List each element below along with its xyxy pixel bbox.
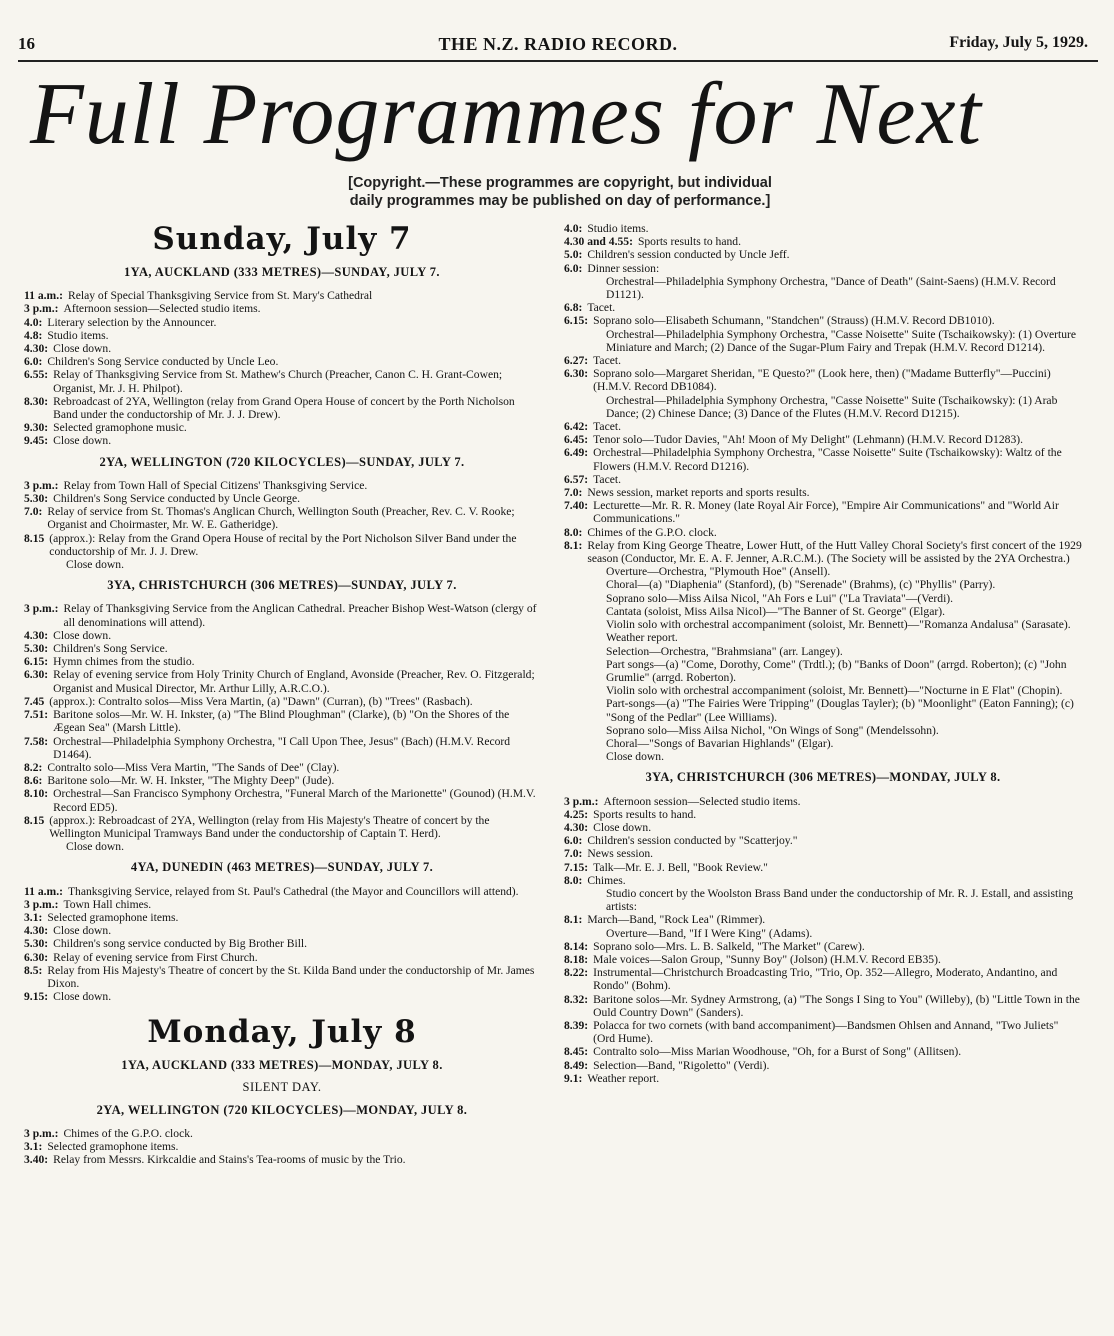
programme-entry bbox=[564, 795, 1082, 808]
programme-list bbox=[24, 479, 540, 558]
programme-entry bbox=[564, 913, 1082, 926]
programme-time: 8.10: bbox=[24, 787, 49, 801]
programme-entry bbox=[24, 937, 540, 950]
programme-description: Relay from Messrs. Kirkcaldie and Stains's Tea-rooms of music by the Trio. bbox=[53, 1153, 406, 1167]
header-rule bbox=[18, 60, 1098, 62]
programme-description: Male voices—Salon Group, "Sunny Boy" (Jolson) (H.M.V. Record EB35). bbox=[593, 952, 941, 966]
programme-subitem: Violin solo with orchestral accompaniment (soloist, Mr. Bennett)—"Romanza Andalusa" (Sarasate). bbox=[606, 618, 1071, 632]
programme-entry bbox=[564, 235, 1082, 248]
programme-description: Soprano solo—Elisabeth Schumann, "Standchen" (Strauss) (H.M.V. Record DB1010). bbox=[593, 314, 995, 328]
subitem-list bbox=[564, 565, 1082, 763]
programme-time: 8.5: bbox=[24, 963, 43, 977]
programme-entry bbox=[564, 420, 1082, 433]
programme-time: 6.49: bbox=[564, 446, 589, 460]
programme-entry bbox=[564, 301, 1082, 314]
programme-entry bbox=[564, 354, 1082, 367]
programme-entry bbox=[564, 262, 1082, 275]
copyright-notice bbox=[280, 174, 840, 210]
programme-time: 5.30: bbox=[24, 492, 49, 506]
programme-list bbox=[564, 940, 1082, 1085]
programme-subitem: Part-songs—(a) "The Fairies Were Tripping" (Douglas Tayler); (b) "Moonlight" (Eaton Fanning); (c) "Song of the Pedlar" (Lee Williams). bbox=[606, 697, 1074, 724]
programme-time: 8.1: bbox=[564, 913, 583, 927]
programme-time: 6.15: bbox=[564, 314, 589, 328]
programme-subitem: Studio concert by the Woolston Brass Band under the conductorship of Mr. R. J. Estall, and assisting artists: bbox=[606, 886, 1074, 914]
programme-description: Instrumental—Christchurch Broadcasting Trio, "Trio, Op. 352—Allegro, Moderato, Andantino, and Rondo" (Bohm). bbox=[593, 966, 1058, 993]
programme-subitem: Choral—(a) "Diaphenia" (Stanford), (b) "Serenade" (Brahms), (c) "Phyllis" (Parry). bbox=[606, 578, 996, 592]
station-title: 2YA, WELLINGTON (720 KILOCYCLES)—MONDAY, JULY 8. bbox=[96, 1102, 468, 1117]
programme-description: Relay of Thanksgiving Service from the Anglican Cathedral. Preacher Bishop West-Watson (clergy of all denominations will attend). bbox=[63, 602, 537, 629]
programme-description: Orchestral—Philadelphia Symphony Orchestra, "Casse Noisette" Suite (Tschaikowsky): Waltz of the Flowers (H.M.V. Record D1216). bbox=[593, 446, 1062, 473]
programme-time: 8.2: bbox=[24, 760, 43, 774]
programme-description: Hymn chimes from the studio. bbox=[53, 655, 195, 669]
programme-list bbox=[564, 354, 1082, 394]
programme-description: Children's session conducted by "Scatterjoy." bbox=[587, 834, 798, 848]
programme-time: 3.40: bbox=[24, 1153, 49, 1167]
programme-description: Relay of Thanksgiving Service from St. Mathew's Church (Preacher, Canon C. H. Grant-Cowen; Organist, Mr. J. H. Philpot). bbox=[53, 368, 503, 395]
programme-entry bbox=[24, 655, 540, 668]
programme-time: 6.57: bbox=[564, 472, 589, 486]
programme-time: 6.15: bbox=[24, 655, 49, 669]
programme-list bbox=[564, 913, 1082, 926]
programme-subitem: Overture—Orchestra, "Plymouth Hoe" (Ansell). bbox=[606, 565, 831, 579]
programme-entry bbox=[24, 990, 540, 1003]
programme-entry bbox=[24, 708, 540, 734]
programme-time: 6.0: bbox=[564, 834, 583, 848]
programme-entry bbox=[24, 787, 540, 813]
programme-entry bbox=[24, 316, 540, 329]
programme-description: Thanksgiving Service, relayed from St. Paul's Cathedral (the Mayor and Councillors will attend). bbox=[67, 884, 519, 898]
programme-entry bbox=[24, 302, 540, 315]
programme-description: Relay from King George Theatre, Lower Hutt, of the Hutt Valley Choral Society's first concert of the 1929 season (Conductor, Mr. E. A. F. Jenner, A.R.C.M.). (The Society will be assisted by the 2YA Orchestra.) bbox=[587, 538, 1082, 566]
publication-title: THE N.Z. RADIO RECORD. bbox=[438, 34, 678, 54]
programme-time: 7.15: bbox=[564, 860, 589, 874]
programme-description: News session. bbox=[587, 847, 654, 861]
programme-entry bbox=[24, 532, 540, 558]
programme-subitem: Weather report. bbox=[606, 631, 678, 645]
programme-description: Literary selection by the Announcer. bbox=[47, 315, 217, 329]
programme-description: Children's session conducted by Uncle Jeff. bbox=[587, 248, 790, 262]
programme-time: 7.58: bbox=[24, 734, 49, 748]
programme-description: Rebroadcast of 2YA, Wellington (relay from Grand Opera House of concert by the Porth Nicholson Band under the conductorship of Mr. J. J. Drew). bbox=[53, 394, 515, 422]
programme-time: 3.1: bbox=[24, 910, 43, 924]
programme-time: 4.30: bbox=[24, 628, 49, 642]
programme-description: Orchestral—San Francisco Symphony Orchestra, "Funeral March of the Marionette" (Gounod) (H.M.V. Record ED5). bbox=[53, 787, 536, 814]
programme-entry bbox=[564, 1019, 1082, 1045]
programme-time: 5.30: bbox=[24, 937, 49, 951]
programme-entry bbox=[24, 355, 540, 368]
programme-entry bbox=[24, 1127, 540, 1140]
programme-time: 8.39: bbox=[564, 1018, 589, 1032]
station-title: 3YA, CHRISTCHURCH (306 METRES)—SUNDAY, JULY 7. bbox=[107, 578, 457, 593]
station-title: 2YA, WELLINGTON (720 KILOCYCLES)—SUNDAY, JULY 7. bbox=[99, 454, 465, 469]
programme-description: (approx.): Relay from the Grand Opera House of recital by the Port Nicholson Silver Band under the conductorship of Mr. J. J. Drew. bbox=[49, 531, 517, 558]
programme-time: 11 a.m.: bbox=[24, 884, 63, 898]
programme-entry bbox=[564, 486, 1082, 499]
programme-time: 8.18: bbox=[564, 952, 589, 966]
programme-time: 4.30: bbox=[24, 342, 49, 356]
programme-entry bbox=[564, 446, 1082, 472]
programme-description: Children's Song Service conducted by Uncle George. bbox=[53, 492, 301, 506]
programme-time: 8.15 bbox=[24, 531, 45, 545]
programme-description: March—Band, "Rock Lea" (Rimmer). bbox=[587, 913, 766, 927]
programme-entry bbox=[564, 248, 1082, 261]
programme-entry bbox=[564, 1045, 1082, 1058]
programme-entry bbox=[24, 602, 540, 628]
programme-subitem: Orchestral—Philadelphia Symphony Orchestra, "Casse Noisette" Suite (Tschaikowsky): (1) Overture Miniature and March; (2) Dance of the Sugar-Plum Fairy and Trepak (H.M.V. Record D1214). bbox=[606, 327, 1077, 354]
programme-description: Baritone solos—Mr. W. H. Inkster, (a) "The Blind Ploughman" (Clarke), (b) "On the Shores of the Ægean Sea" (Marsh Little). bbox=[53, 708, 510, 735]
sunday-heading: Sunday, July 7 bbox=[152, 221, 412, 257]
programme-time: 3 p.m.: bbox=[564, 794, 599, 808]
silent-day-note: SILENT DAY. bbox=[242, 1079, 322, 1094]
programme-entry bbox=[24, 668, 540, 694]
programme-description: Afternoon session—Selected studio items. bbox=[603, 794, 801, 808]
programme-time: 9.45: bbox=[24, 434, 49, 448]
programme-entry bbox=[24, 395, 540, 421]
programme-subitem: Soprano solo—Miss Ailsa Nichol, "On Wings of Song" (Mendelssohn). bbox=[606, 723, 939, 737]
programme-description: Contralto solo—Miss Vera Martin, "The Sands of Dee" (Clay). bbox=[47, 760, 340, 774]
programme-description: Weather report. bbox=[587, 1071, 660, 1085]
programme-entry bbox=[24, 368, 540, 394]
programme-entry bbox=[24, 342, 540, 355]
programme-time: 8.22: bbox=[564, 966, 589, 980]
right-column bbox=[564, 222, 1082, 1085]
programme-time: 7.45 bbox=[24, 694, 45, 708]
programme-list bbox=[24, 602, 540, 840]
programme-description: Studio items. bbox=[47, 328, 109, 342]
programme-time: 3 p.m.: bbox=[24, 478, 59, 492]
programme-description: Selected gramophone items. bbox=[47, 1140, 179, 1154]
programme-description: Children's song service conducted by Big Brother Bill. bbox=[53, 937, 308, 951]
programme-time: 8.49: bbox=[564, 1058, 589, 1072]
programme-description: Tacet. bbox=[593, 472, 621, 486]
copyright-line-1: [Copyright.—These programmes are copyright, but individual bbox=[348, 175, 772, 191]
programme-description: (approx.): Contralto solos—Miss Vera Martin, (a) "Dawn" (Curran), (b) "Trees" (Rasbach). bbox=[49, 694, 473, 708]
programme-time: 4.0: bbox=[24, 315, 43, 329]
programme-description: Relay from His Majesty's Theatre of concert by the St. Kilda Band under the conductorship of Mr. James Dixon. bbox=[47, 963, 535, 990]
programme-entry bbox=[24, 434, 540, 447]
programme-entry bbox=[24, 735, 540, 761]
programme-description: Afternoon session—Selected studio items. bbox=[63, 302, 261, 316]
programme-time: 7.51: bbox=[24, 708, 49, 722]
programme-time: 6.30: bbox=[24, 950, 49, 964]
programme-entry bbox=[564, 539, 1082, 565]
station-title: 3YA, CHRISTCHURCH (306 METRES)—MONDAY, JULY 8. bbox=[645, 770, 1001, 785]
programme-description: Relay of evening service from Holy Trinity Church of England, Avonside (Preacher, Rev. O. Fitzgerald; Organist and Musical Director, Mr. Arthur Lilly, A.R.C.O.). bbox=[53, 668, 535, 695]
programme-time: 6.8: bbox=[564, 301, 583, 315]
programme-entry bbox=[564, 940, 1082, 953]
programme-description: News session, market reports and sports results. bbox=[587, 486, 810, 500]
programme-time: 6.30: bbox=[24, 668, 49, 682]
left-column bbox=[24, 220, 540, 1167]
programme-entry bbox=[24, 774, 540, 787]
programme-description: Chimes of the G.P.O. clock. bbox=[587, 525, 717, 539]
programme-time: 7.0: bbox=[564, 847, 583, 861]
programme-time: 6.0: bbox=[564, 261, 583, 275]
programme-description: Sports results to hand. bbox=[593, 807, 697, 821]
programme-entry bbox=[564, 1072, 1082, 1085]
programme-entry bbox=[24, 814, 540, 840]
programme-entry bbox=[24, 898, 540, 911]
programme-description: Children's Song Service conducted by Uncle Leo. bbox=[47, 355, 279, 369]
programme-time: 6.55: bbox=[24, 368, 49, 382]
page-header bbox=[18, 30, 1098, 60]
programme-time: 3 p.m.: bbox=[24, 897, 59, 911]
programme-subitem: Cantata (soloist, Miss Ailsa Nicol)—"The Banner of St. George" (Elgar). bbox=[606, 604, 945, 618]
programme-entry bbox=[24, 951, 540, 964]
programme-description: Soprano solo—Mrs. L. B. Salkeld, "The Market" (Carew). bbox=[593, 939, 865, 953]
programme-description: Close down. bbox=[53, 924, 112, 938]
programme-entry bbox=[24, 329, 540, 342]
programme-description: Chimes. bbox=[587, 873, 626, 887]
programme-description: Tenor solo—Tudor Davies, "Ah! Moon of My Delight" (Lehmann) (H.M.V. Record D1283). bbox=[593, 433, 1024, 447]
station-title: 4YA, DUNEDIN (463 METRES)—SUNDAY, JULY 7. bbox=[130, 860, 434, 875]
programme-subitem: Selection—Orchestra, "Brahmsiana" (arr. Langey). bbox=[606, 644, 843, 658]
programme-time: 4.25: bbox=[564, 807, 589, 821]
programme-entry bbox=[564, 1059, 1082, 1072]
close-down-line: Close down. bbox=[66, 558, 124, 572]
programme-description: Children's Song Service. bbox=[53, 642, 168, 656]
programme-time: 6.30: bbox=[564, 367, 589, 381]
programme-entry bbox=[24, 629, 540, 642]
programme-entry bbox=[24, 1140, 540, 1153]
programme-time: 8.45: bbox=[564, 1045, 589, 1059]
programme-time: 5.0: bbox=[564, 248, 583, 262]
programme-time: 4.8: bbox=[24, 328, 43, 342]
programme-description: Tacet. bbox=[587, 301, 616, 315]
programme-entry bbox=[564, 821, 1082, 834]
programme-description: Relay of evening service from First Church. bbox=[53, 950, 258, 964]
programme-entry bbox=[24, 421, 540, 434]
headline: Full Programmes for Next bbox=[30, 66, 982, 163]
programme-list bbox=[564, 222, 1082, 275]
programme-description: Lecturette—Mr. R. R. Money (late Royal Air Force), "Empire Air Communications" and "World Air Communications." bbox=[593, 499, 1059, 526]
programme-entry bbox=[564, 526, 1082, 539]
programme-description: Soprano solo—Margaret Sheridan, "E Questo?" (Look here, then) ("Madame Butterfly"—Puccini) (H.M.V. Record DB1084). bbox=[593, 367, 1051, 394]
programme-description: Selection—Band, "Rigoletto" (Verdi). bbox=[593, 1058, 770, 1072]
programme-entry bbox=[24, 695, 540, 708]
programme-list bbox=[564, 301, 1082, 327]
programme-entry bbox=[564, 433, 1082, 446]
programme-entry bbox=[24, 964, 540, 990]
programme-description: Polacca for two cornets (with band accompaniment)—Bandsmen Ohlsen and Annand, "Two Juliets" (Ord Hume). bbox=[593, 1018, 1059, 1046]
programme-description: Dinner session: bbox=[587, 261, 660, 275]
programme-time: 7.40: bbox=[564, 499, 589, 513]
page-number: 16 bbox=[18, 34, 35, 53]
programme-time: 6.0: bbox=[24, 355, 43, 369]
programme-description: Baritone solo—Mr. W. H. Inkster, "The Mighty Deep" (Jude). bbox=[47, 774, 335, 788]
programme-time: 4.30: bbox=[24, 924, 49, 938]
monday-heading: Monday, July 8 bbox=[147, 1014, 417, 1051]
programme-description: Close down. bbox=[593, 820, 652, 834]
issue-date: Friday, July 5, 1929. bbox=[949, 34, 1088, 51]
programme-subitem: Soprano solo—Miss Ailsa Nicol, "Ah Fors e Lui" ("La Traviata"—(Verdi). bbox=[606, 591, 954, 605]
station-title: 1YA, AUCKLAND (333 METRES)—SUNDAY, JULY 7. bbox=[124, 265, 440, 279]
programme-entry bbox=[564, 314, 1082, 327]
programme-entry bbox=[564, 834, 1082, 847]
programme-list bbox=[564, 795, 1082, 887]
programme-entry bbox=[564, 874, 1082, 887]
programme-time: 8.30: bbox=[24, 394, 49, 408]
programme-entry bbox=[564, 847, 1082, 860]
programme-time: 9.30: bbox=[24, 421, 49, 435]
programme-description: Selected gramophone music. bbox=[53, 421, 187, 435]
programme-description: Town Hall chimes. bbox=[63, 897, 152, 911]
programme-time: 8.32: bbox=[564, 992, 589, 1006]
programme-description: Relay from Town Hall of Special Citizens' Thanksgiving Service. bbox=[63, 478, 368, 492]
programme-entry bbox=[24, 885, 540, 898]
programme-entry bbox=[564, 222, 1082, 235]
programme-subitem: Overture—Band, "If I Were King" (Adams). bbox=[606, 926, 813, 940]
programme-time: 9.15: bbox=[24, 990, 49, 1004]
programme-subitem: Choral—"Songs of Bavarian Highlands" (Elgar). bbox=[606, 736, 834, 750]
programme-description: Baritone solos—Mr. Sydney Armstrong, (a) "The Songs I Sing to You" (Willeby), (b) "Little Town in the Ould Country Down" (Sanders). bbox=[593, 992, 1080, 1019]
programme-time: 8.0: bbox=[564, 525, 583, 539]
programme-description: Orchestral—Philadelphia Symphony Orchestra, "I Call Upon Thee, Jesus" (Bach) (H.M.V. Record D1464). bbox=[53, 734, 511, 761]
programme-time: 7.0: bbox=[24, 505, 43, 519]
programme-entry bbox=[24, 505, 540, 531]
programme-entry bbox=[564, 499, 1082, 525]
programme-entry bbox=[564, 473, 1082, 486]
copyright-line-2: daily programmes may be published on day of performance.] bbox=[349, 193, 771, 209]
close-down-line: Close down. bbox=[66, 840, 124, 854]
programme-description: (approx.): Rebroadcast of 2YA, Wellington (relay from His Majesty's Theatre of concert by the Wellington Municipal Tramways Band under the conductorship of Captain T. Herd). bbox=[49, 813, 490, 840]
programme-description: Tacet. bbox=[593, 354, 621, 368]
programme-entry bbox=[564, 953, 1082, 966]
programme-entry bbox=[24, 289, 540, 302]
programme-subitem: Orchestral—Philadelphia Symphony Orchestra, "Casse Noisette" Suite (Tschaikowsky): (1) Arab Dance; (2) Chinese Dance; (3) Dance of the Flutes (H.M.V. Record D1215). bbox=[606, 393, 1058, 420]
station-title: 1YA, AUCKLAND (333 METRES)—MONDAY, JULY 8. bbox=[121, 1058, 443, 1073]
programme-entry bbox=[564, 367, 1082, 393]
programme-description: Chimes of the G.P.O. clock. bbox=[63, 1126, 193, 1140]
programme-time: 4.30 and 4.55: bbox=[564, 235, 633, 249]
programme-time: 9.1: bbox=[564, 1071, 583, 1085]
programme-description: Close down. bbox=[53, 628, 112, 642]
programme-time: 3 p.m.: bbox=[24, 602, 59, 616]
programme-time: 3.1: bbox=[24, 1140, 43, 1154]
programme-description: Close down. bbox=[53, 434, 112, 448]
programme-entry bbox=[564, 861, 1082, 874]
programme-time: 5.30: bbox=[24, 642, 49, 656]
programme-description: Studio items. bbox=[587, 222, 649, 235]
programme-entry bbox=[24, 924, 540, 937]
programme-description: Close down. bbox=[53, 342, 112, 356]
programme-entry bbox=[24, 479, 540, 492]
programme-time: 6.45: bbox=[564, 433, 589, 447]
programme-time: 6.42: bbox=[564, 420, 589, 434]
programme-subitem: Violin solo with orchestral accompaniment (soloist, Mr. Bennett)—"Nocturne in E Flat" (Chopin). bbox=[606, 684, 1063, 698]
programme-description: Sports results to hand. bbox=[637, 235, 741, 249]
programme-time: 4.0: bbox=[564, 222, 583, 235]
programme-time: 6.27: bbox=[564, 354, 589, 368]
programme-description: Relay of service from St. Thomas's Anglican Church, Wellington South (Preacher, Rev. C. V. Rooke; Organist and Choirmaster, Mr. W. E. Gatheridge). bbox=[47, 505, 515, 532]
programme-entry bbox=[564, 808, 1082, 821]
programme-description: Relay of Special Thanksgiving Service from St. Mary's Cathedral bbox=[67, 289, 373, 303]
programme-time: 8.6: bbox=[24, 774, 43, 788]
programme-subitem: Orchestral—Philadelphia Symphony Orchestra, "Dance of Death" (Saint-Saens) (H.M.V. Record D1121). bbox=[606, 274, 1056, 302]
programme-entry bbox=[24, 911, 540, 924]
programme-list bbox=[24, 885, 540, 1004]
programme-list bbox=[24, 289, 540, 447]
programme-list bbox=[564, 420, 1082, 565]
programme-time: 8.15 bbox=[24, 813, 45, 827]
programme-list bbox=[24, 1127, 540, 1167]
programme-entry bbox=[24, 1153, 540, 1166]
programme-entry bbox=[564, 993, 1082, 1019]
programme-description: Tacet. bbox=[593, 420, 621, 434]
programme-description: Selected gramophone items. bbox=[47, 910, 179, 924]
programme-description: Close down. bbox=[53, 990, 112, 1004]
programme-time: 8.14: bbox=[564, 939, 589, 953]
programme-entry bbox=[24, 492, 540, 505]
programme-time: 11 a.m.: bbox=[24, 289, 63, 303]
programme-time: 8.1: bbox=[564, 538, 583, 552]
programme-entry bbox=[24, 642, 540, 655]
programme-time: 7.0: bbox=[564, 486, 583, 500]
programme-description: Contralto solo—Miss Marian Woodhouse, "Oh, for a Burst of Song" (Allitsen). bbox=[593, 1045, 962, 1059]
programme-time: 3 p.m.: bbox=[24, 1126, 59, 1140]
programme-time: 4.30: bbox=[564, 820, 589, 834]
programme-time: 3 p.m.: bbox=[24, 302, 59, 316]
programme-time: 8.0: bbox=[564, 873, 583, 887]
programme-subitem: Close down. bbox=[606, 750, 664, 764]
programme-description: Talk—Mr. E. J. Bell, "Book Review." bbox=[593, 860, 768, 874]
programme-subitem: Part songs—(a) "Come, Dorothy, Come" (Trdtl.); (b) "Banks of Doon" (arrgd. Roberton); (c) "John Grumlie" (arrgd. Roberton). bbox=[606, 657, 1067, 684]
programme-entry bbox=[564, 966, 1082, 992]
programme-entry bbox=[24, 761, 540, 774]
